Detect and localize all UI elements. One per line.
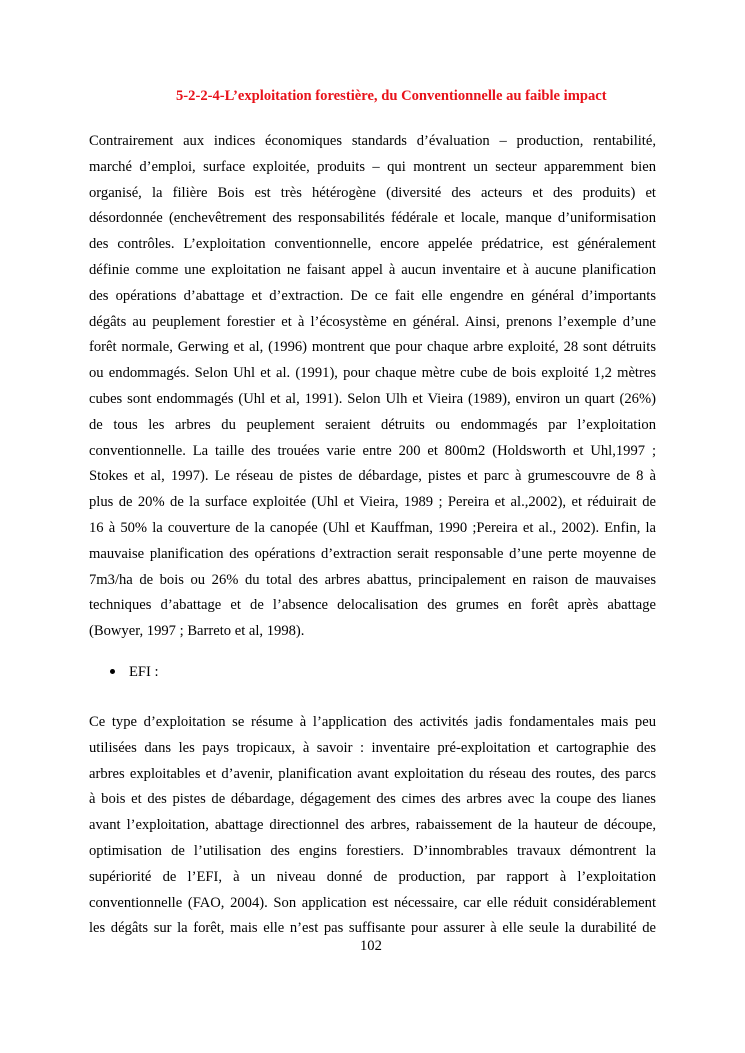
section-heading: 5-2-2-4-L’exploitation forestière, du Conventionnelle au faible impact bbox=[176, 88, 607, 104]
text-line: 16 à 50% la couverture de la canopée (Uhl et Kauffman, 1990 ;Pereira et al., 2002). Enfin, la bbox=[89, 519, 656, 536]
text-line: utilisées dans les pays tropicaux, à savoir : inventaire pré-exploitation et cartographie des bbox=[89, 739, 656, 756]
bullet-icon bbox=[110, 669, 115, 674]
text-line: les dégâts sur la forêt, mais elle n’est pas suffisante pour assurer à elle seule la durabilité de bbox=[89, 920, 656, 937]
text-line: conventionnelle. La taille des trouées varie entre 200 et 800m2 (Holdsworth et Uhl,1997 ; bbox=[89, 442, 656, 459]
text-line: techniques d’abattage et de l’absence delocalisation des grumes en forêt après abattage bbox=[89, 597, 656, 614]
text-line: Stokes et al, 1997). Le réseau de pistes de débardage, pistes et parc à grumescouvre de 8 à bbox=[89, 468, 656, 485]
text-line: des opérations d’abattage et d’extraction. De ce fait elle engendre en général d’importants bbox=[89, 287, 656, 304]
text-line: forêt normale, Gerwing et al, (1996) montrent que pour chaque arbre exploité, 28 sont détruits bbox=[89, 339, 656, 356]
page-number: 102 bbox=[360, 938, 382, 954]
bullet-item-efi bbox=[110, 664, 159, 681]
text-line: arbres exploitables et d’avenir, planification avant exploitation du réseau des routes, des parcs bbox=[89, 765, 656, 782]
text-line: organisé, la filière Bois est très hétérogène (diversité des acteurs et des produits) et bbox=[89, 184, 656, 201]
text-line: avant l’exploitation, abattage directionnel des arbres, rabaissement de la hauteur de découpe, bbox=[89, 817, 656, 834]
text-line: mauvaise planification des opérations d’extraction serait responsable d’une perte moyenne de bbox=[89, 545, 656, 562]
text-line: Contrairement aux indices économiques standards d’évaluation – production, rentabilité, bbox=[89, 133, 656, 149]
text-line: supériorité de l’EFI, à un niveau donné de production, par rapport à l’exploitation bbox=[89, 868, 656, 885]
bullet-label: EFI : bbox=[129, 664, 159, 680]
text-line: Ce type d’exploitation se résume à l’application des activités jadis fondamentales mais peu bbox=[89, 714, 656, 730]
text-line: 7m3/ha de bois ou 26% du total des arbres abattus, principalement en raison de mauvaises bbox=[89, 571, 656, 588]
text-line: plus de 20% de la surface exploitée (Uhl et Vieira, 1989 ; Pereira et al.,2002), et réduirait de bbox=[89, 494, 656, 511]
paragraph-efi bbox=[89, 710, 656, 942]
text-line: ou endommagés. Selon Uhl et al. (1991), pour chaque mètre cube de bois exploité 1,2 mètres bbox=[89, 365, 656, 382]
text-line: des contrôles. L’exploitation conventionnelle, encore appelée prédatrice, est généralement bbox=[89, 236, 656, 253]
text-line: désordonnée (enchevêtrement des responsabilités fédérale et locale, manque d’uniformisation bbox=[89, 210, 656, 227]
text-line: définie comme une exploitation ne faisant appel à aucun inventaire et à aucune planification bbox=[89, 261, 656, 278]
text-line: marché d’emploi, surface exploitée, produits – qui montrent un secteur apparemment bien bbox=[89, 158, 656, 175]
text-line: conventionnelle (FAO, 2004). Son application est nécessaire, car elle réduit considérablement bbox=[89, 894, 656, 911]
paragraph-conventional-logging bbox=[89, 129, 656, 645]
text-line: cubes sont endommagés (Uhl et al, 1991). Selon Ulh et Vieira (1989), environ un quart (26%) bbox=[89, 390, 656, 407]
text-line: (Bowyer, 1997 ; Barreto et al, 1998). bbox=[89, 623, 305, 640]
text-line: dégâts au peuplement forestier et à l’écosystème en général. Ainsi, prenons l’exemple d’une bbox=[89, 313, 656, 330]
text-line: de tous les arbres du peuplement seraient détruits ou endommagés par l’exploitation bbox=[89, 416, 656, 433]
text-line: à bois et des pistes de débardage, dégagement des cimes des arbres avec la coupe des lianes bbox=[89, 791, 656, 808]
text-line: optimisation de l’utilisation des engins forestiers. D’innombrables travaux démontrent la bbox=[89, 842, 656, 859]
